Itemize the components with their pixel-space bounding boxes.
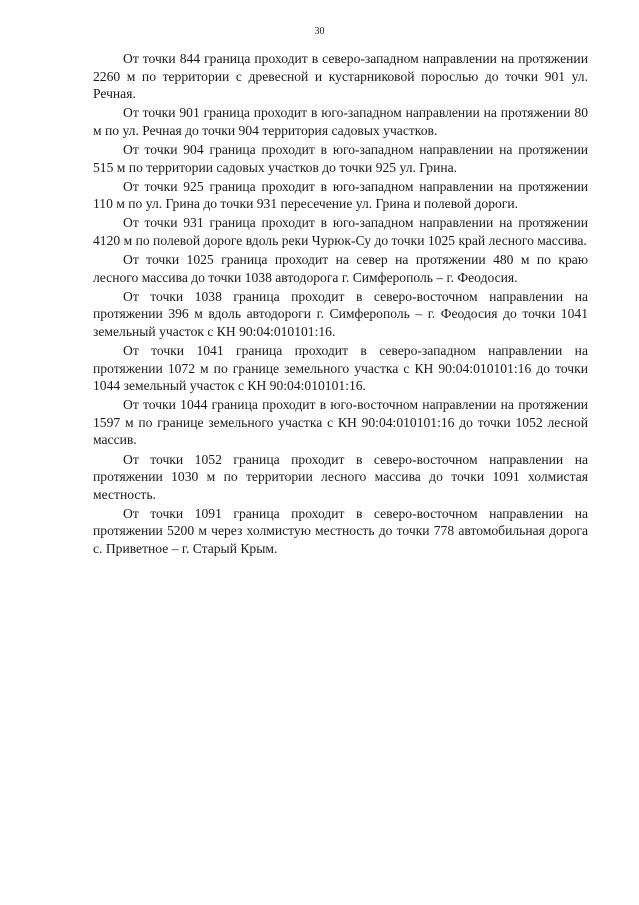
paragraph-point-931: От точки 931 граница проходит в юго-западном направлении на протяжении 4120 м по полевой дороге вдоль реки Чурюк-Су до точки 1025 край лесного массива. <box>93 215 588 248</box>
paragraph-point-1052: От точки 1052 граница проходит в северо-восточном направлении на протяжении 1030 м по территории лесного массива до точки 1091 холмистая местность. <box>93 451 588 502</box>
page-number: 30 <box>314 26 325 37</box>
paragraph-point-1041: От точки 1041 граница проходит в северо-западном направлении на протяжении 1072 м по границе земельного участка с КН 90:04:010101:16 до точки 1044 земельный участок с КН 90:04:010101:16. <box>93 343 588 394</box>
paragraph-point-1038: От точки 1038 граница проходит в северо-восточном направлении на протяжении 396 м вдоль автодороги г. Симферополь – г. Феодосия до точки 1041 земельный участок с КН 90:04:010101:16. <box>93 288 588 339</box>
document-body <box>93 50 588 559</box>
paragraph-point-844: От точки 844 граница проходит в северо-западном направлении на протяжении 2260 м по территории с древесной и кустарниковой порослью до точки 901 ул. Речная. <box>93 51 588 102</box>
paragraph-point-901: От точки 901 граница проходит в юго-западном направлении на протяжении 80 м по ул. Речная до точки 904 территория садовых участков. <box>93 105 588 138</box>
paragraph-point-1044: От точки 1044 граница проходит в юго-восточном направлении на протяжении 1597 м по границе земельного участка с КН 90:04:010101:16 до точки 1052 лесной массив. <box>93 397 588 448</box>
paragraph-point-1091: От точки 1091 граница проходит в северо-восточном направлении на протяжении 5200 м через холмистую местность до точки 778 автомобильная дорога с. Приветное – г. Старый Крым. <box>93 505 588 557</box>
paragraph-point-1025: От точки 1025 граница проходит на север на протяжении 480 м по краю лесного массива до точки 1038 автодорога г. Симферополь – г. Феодосия. <box>93 252 588 285</box>
paragraph-point-904: От точки 904 граница проходит в юго-западном направлении на протяжении 515 м по территории садовых участков до точки 925 ул. Грина. <box>93 141 588 175</box>
paragraph-point-925: От точки 925 граница проходит в юго-западном направлении на протяжении 110 м по ул. Грина до точки 931 пересечение ул. Грина и полевой дороги. <box>93 178 588 212</box>
